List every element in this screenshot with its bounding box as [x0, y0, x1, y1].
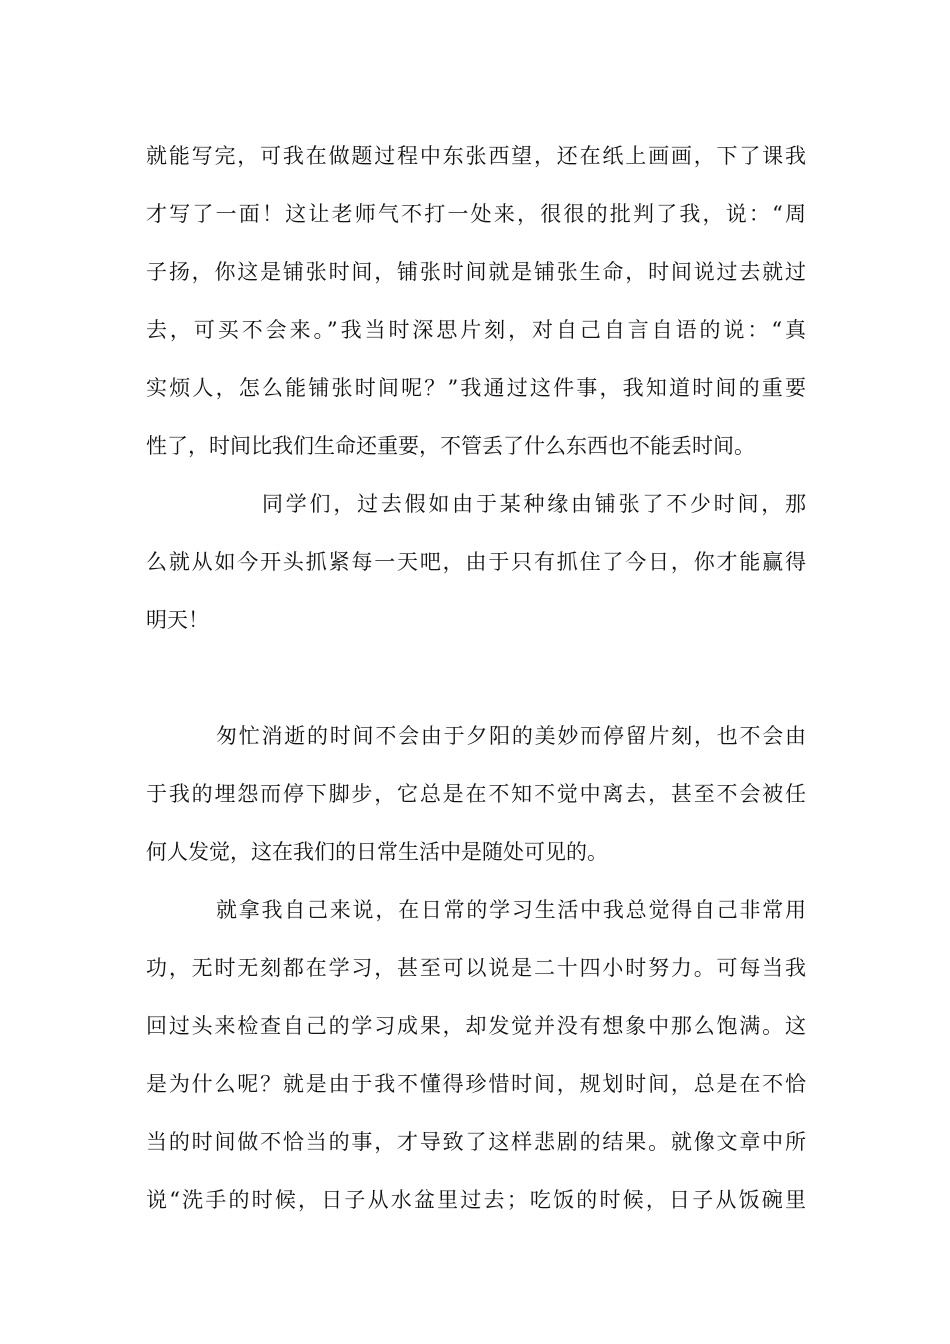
text-line: 才写了一面！这让老师气不打一处来，很很的批判了我，说：“周 [146, 202, 806, 226]
text-line: 于我的埋怨而停下脚步，它总是在不知不觉中离去，甚至不会被任 [146, 782, 806, 806]
text-line: 实烦人，怎么能铺张时间呢？”我通过这件事，我知道时间的重要 [146, 376, 806, 400]
text-line: 性了，时间比我们生命还重要，不管丢了什么东西也不能丢时间。 [146, 434, 755, 458]
text-line: 同学们，过去假如由于某种缘由铺张了不少时间，那 [262, 492, 806, 516]
text-line: 是为什么呢？就是由于我不懂得珍惜时间，规划时间，总是在不恰 [146, 1072, 806, 1096]
text-line: 去，可买不会来。”我当时深思片刻，对自己自言自语的说：“真 [146, 318, 806, 342]
text-line: 就拿我自己来说，在日常的学习生活中我总觉得自己非常用 [216, 898, 806, 922]
text-line: 就能写完，可我在做题过程中东张西望，还在纸上画画，下了课我 [146, 144, 806, 168]
text-line: 何人发觉，这在我们的日常生活中是随处可见的。 [146, 840, 608, 864]
text-line: 回过头来检查自己的学习成果，却发觉并没有想象中那么饱满。这 [146, 1014, 806, 1038]
text-line: 匆忙消逝的时间不会由于夕阳的美妙而停留片刻，也不会由 [216, 724, 806, 748]
text-line: 子扬，你这是铺张时间，铺张时间就是铺张生命，时间说过去就过 [146, 260, 806, 284]
text-line: 功，无时无刻都在学习，甚至可以说是二十四小时努力。可每当我 [146, 956, 806, 980]
text-line: 当的时间做不恰当的事，才导致了这样悲剧的结果。就像文章中所 [146, 1130, 806, 1154]
text-line: 明天！ [146, 608, 209, 632]
text-line: 么就从如今开头抓紧每一天吧，由于只有抓住了今日，你才能赢得 [146, 550, 806, 574]
text-line: 说“洗手的时候，日子从水盆里过去；吃饭的时候，日子从饭碗里 [146, 1188, 806, 1212]
